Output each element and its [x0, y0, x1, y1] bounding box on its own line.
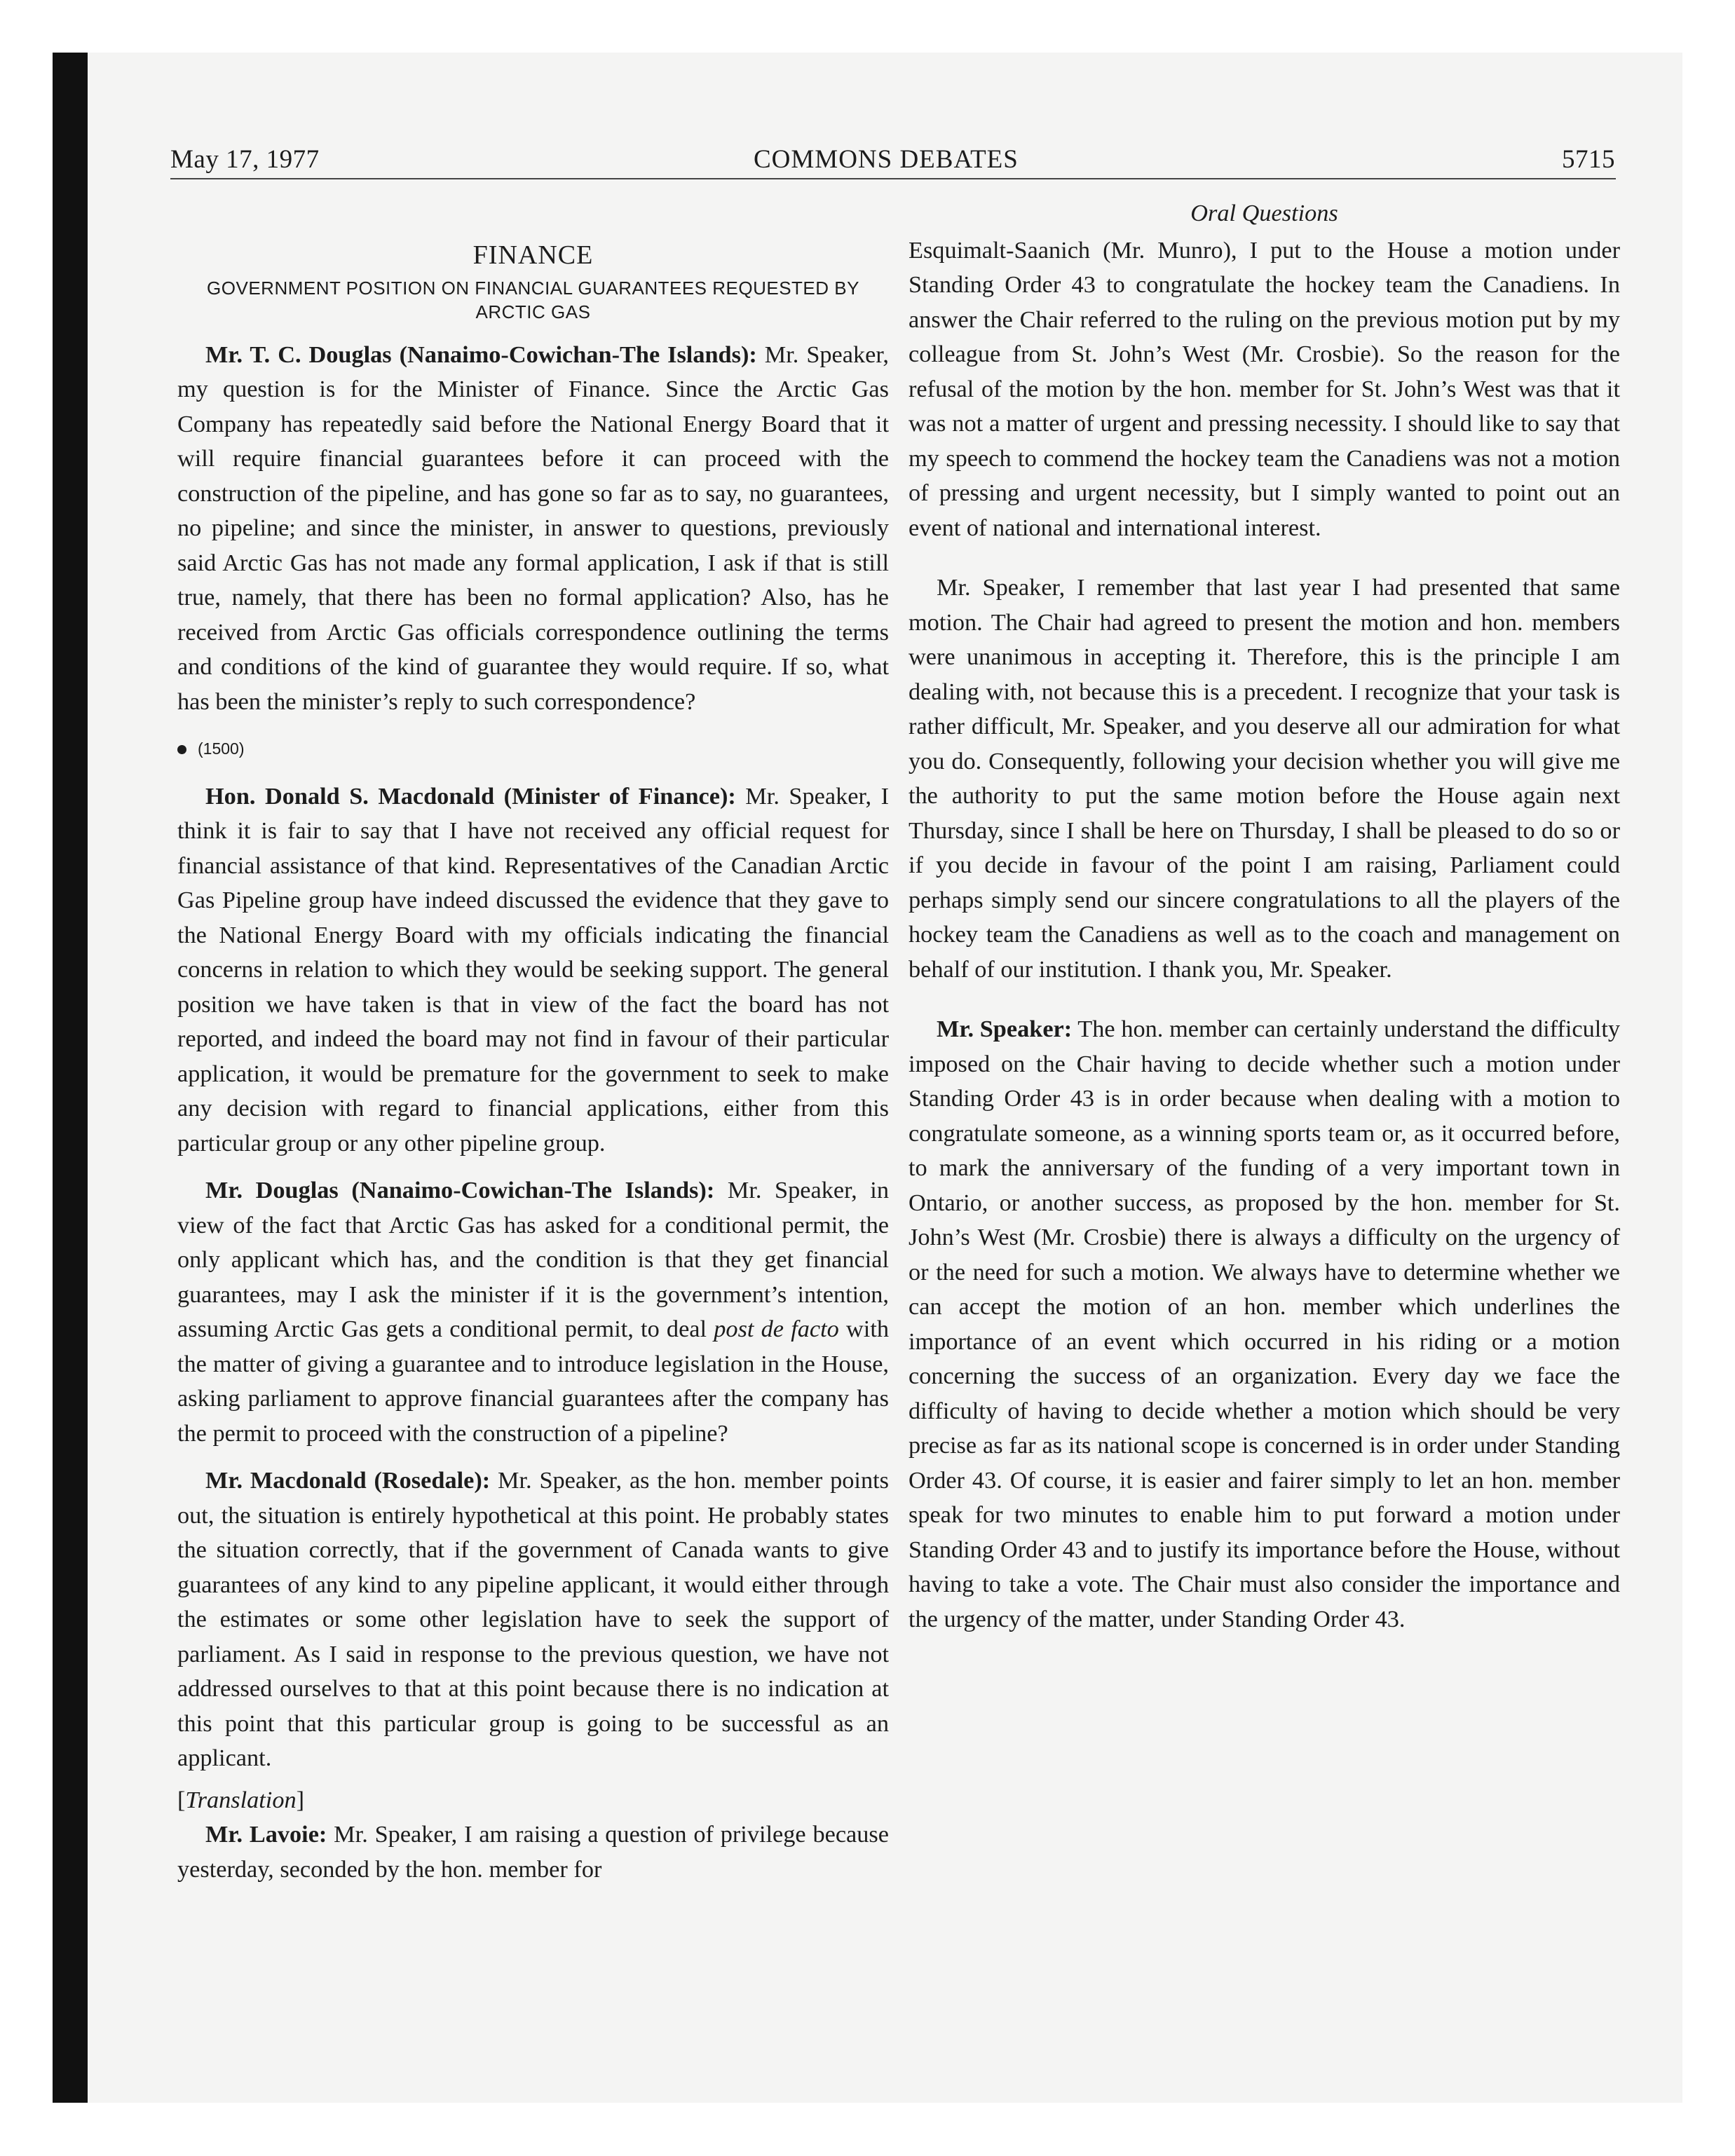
header-rule: [170, 178, 1616, 179]
italic-phrase: post de facto: [714, 1316, 839, 1342]
header-date: May 17, 1977: [170, 145, 320, 174]
paragraph-douglas-question: [177, 338, 889, 720]
speaker-name: Mr. Douglas (Nanaimo-Cowichan-The Islands):: [205, 1177, 715, 1203]
header-page-number: 5715: [1562, 145, 1615, 174]
speaker-name: Mr. T. C. Douglas (Nanaimo-Cowichan-The Islands):: [205, 341, 757, 368]
translation-label: [Translation]: [177, 1786, 305, 1813]
paragraph-speaker-ruling: [909, 1012, 1620, 1637]
running-head: Oral Questions: [1190, 200, 1338, 226]
time-marker-text: (1500): [198, 739, 245, 758]
paragraph-lavoie-second: Mr. Speaker, I remember that last year I had presented that same motion. The Chair had agreed to present the motion and hon. members were unanimous in accepting it. Therefore, this is the principle I am dealing with, not because this is a precedent. I recognize that your task is rather difficult, Mr. Speaker, and you deserve all our admiration for what you do. Consequently, following your decision whether you will give me the authority to put the same motion before the House again next Thursday, since I shall be here on Thursday, I shall be pleased to do so or if you decide in favour of the point I am raising, Parliament could perhaps simply send our sincere congratulations to all the players of the hockey team the Canadiens as well as to the coach and management on behalf of our institution. I thank you, Mr. Speaker.: [909, 574, 1620, 983]
paragraph-text: Mr. Speaker, in view of the fact that Arctic Gas has asked for a conditional permit, the only applicant which has, and the condition is that they get financial guarantees, may I ask the minister if it is the government’s intention, assuming Arctic Gas gets a conditional permit, to deal: [177, 1177, 889, 1342]
paragraph-douglas-followup: [177, 1173, 889, 1451]
translation-label-text: Translation: [185, 1786, 297, 1813]
right-column: [909, 196, 1620, 1637]
paragraph-macdonald-reply: [177, 1464, 889, 1776]
paragraph-text: Mr. Speaker, as the hon. member points out, the situation is entirely hypothetical at this point. He probably states the situation correctly, that if the government of Canada wants to give guarantees of any kind to any pipeline applicant, it would either through the estimates or some other legislation have to seek the support of parliament. As I said in response to the previous question, we have not addressed ourselves to that at this point because there is no indication at this point that this particular group is going to be successful as an applicant.: [177, 1467, 889, 1771]
left-column: [177, 196, 889, 1887]
section-title: FINANCE: [472, 240, 594, 270]
paragraph-text: Mr. Speaker, I am raising a question of privilege because yesterday, seconded by the hon. member for: [177, 1821, 889, 1883]
paragraph-lavoie-continued: Esquimalt-Saanich (Mr. Munro), I put to the House a motion under Standing Order 43 to congratulate the hockey team the Canadiens. In answer the Chair referred to the ruling on the previous motion put by my colleague from St. John’s West (Mr. Crosbie). So the reason for the refusal of the motion by the hon. member for St. John’s West was that it was not a matter of urgent and pressing necessity. I should like to say that my speech to commend the hockey team the Canadiens was not a motion of pressing and urgent necessity, but I simply wanted to point out an event of national and international interest.: [909, 236, 1620, 541]
paragraph-text: Mr. Speaker, my question is for the Minister of Finance. Since the Arctic Gas Company has repeatedly said before the National Energy Board that it will require financial guarantees before it can proceed with the construction of the pipeline, and has gone so far as to say, no guarantees, no pipeline; and since the minister, in answer to questions, previously said Arctic Gas has not made any formal application, I ask if that is still true, namely, that there has been no formal application? Also, has he received from Arctic Gas officials correspondence outlining the terms and conditions of the kind of guarantee they would require. If so, what has been the minister’s reply to such correspondence?: [177, 341, 889, 715]
section-subheading: GOVERNMENT POSITION ON FINANCIAL GUARANTEES REQUESTED BY ARCTIC GAS: [207, 277, 859, 322]
paragraph-macdonald-answer: [177, 779, 889, 1161]
header-title: COMMONS DEBATES: [754, 145, 1019, 174]
paragraph-lavoie: [177, 1817, 889, 1887]
scan-edge-bar: [53, 53, 88, 2103]
time-marker: [177, 732, 889, 767]
speaker-name: Hon. Donald S. Macdonald (Minister of Finance):: [205, 782, 736, 810]
bullet-icon: [177, 745, 186, 754]
speaker-name: Mr. Speaker:: [937, 1016, 1073, 1042]
paragraph-text: with the matter of giving a guarantee and to introduce legislation in the House, asking parliament to approve financial guarantees after the company has the permit to proceed with the construction of a pipeline?: [177, 1316, 889, 1447]
speaker-name: Mr. Macdonald (Rosedale):: [205, 1467, 491, 1494]
speaker-name: Mr. Lavoie:: [205, 1821, 327, 1848]
paragraph-text: Mr. Speaker, I think it is fair to say that I have not received any official request for financial assistance of that kind. Representatives of the Canadian Arctic Gas Pipeline group have indeed discussed the evidence that they gave to the National Energy Board with my officials indicating the financial concerns in relation to which they would be seeking support. The general position we have taken is that in view of the fact the board has not reported, and indeed the board may not find in favour of their particular application, it would be premature for the government to seek to make any decision with regard to financial applications, either from this particular group or any other pipeline group.: [177, 782, 889, 1157]
paragraph-text: The hon. member can certainly understand the difficulty imposed on the Chair having to decide whether such a motion under Standing Order 43 is in order because when dealing with a motion to congratulate someone, as a winning sports team or, as it occurred before, to mark the anniversary of the funding of a very important town in Ontario, or another success, as proposed by the hon. member for St. John’s West (Mr. Crosbie) there is always a difficulty on the urgency of or the need for such a motion. We always have to determine whether we can accept the motion of an hon. member which underlines the importance of an event which occurred in his riding or a motion concerning the success of an organization. Every day we face the difficulty of having to decide whether a motion which should be very precise as far as its national scope is concerned is in order under Standing Order 43. Of course, it is easier and fairer simply to let an hon. member speak for two minutes to enable him to put forward a motion under Standing Order 43 and to justify its importance before the House, without having to take a vote. The Chair must also consider the importance and the urgency of the matter, under Standing Order 43.: [909, 1016, 1620, 1632]
